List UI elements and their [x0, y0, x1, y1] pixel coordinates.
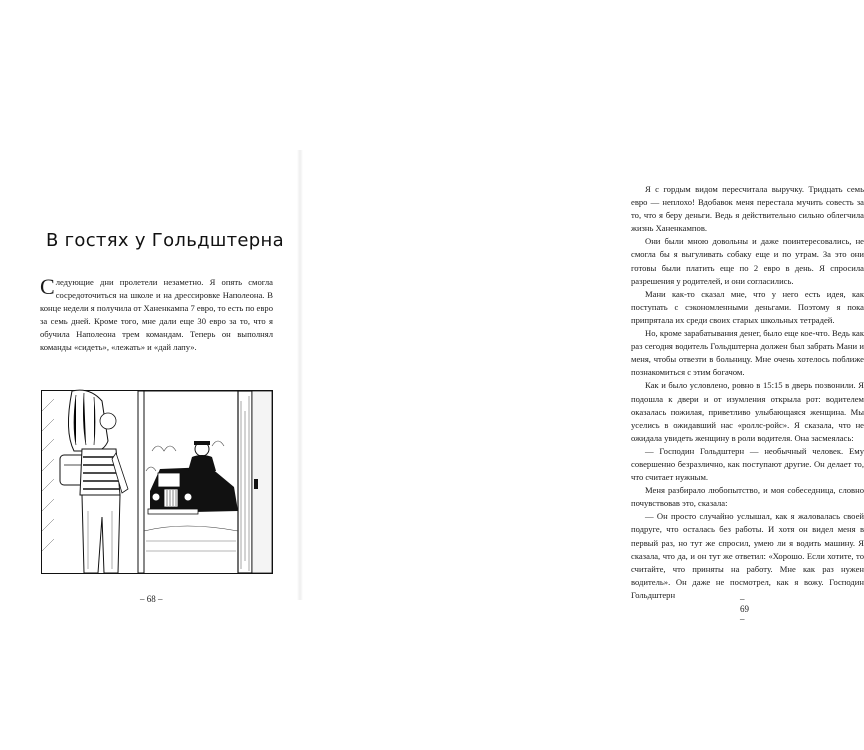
- paragraph-text: ледующие дни пролетели незаметно. Я опять смогла сосредоточиться на школе и на дрессировке Наполеона. В конце недели я получила от Ханенкампа 7 евро, то есть по евро за семь дней. Кроме того, мне дали еще 30 евро за то, что я обучила Наполеона трем командам. Теперь он выполнял команды «сидеть», «лежать» и «дай лапу».: [40, 277, 273, 353]
- paragraph: — Он просто случайно услышал, как я жаловалась своей подруге, что осталась без работы. И хотя он видел меня в первый раз, но тут же спросил, умею ли я водить машину. Я сказала, что да, и он тут же ответил: «Хорошо. Если хотите, то считайте, что приняты на работу. Мне как раз нужен водитель». Он даже не посмотрел, как я вожу. Господин Гольдштерн: [631, 511, 864, 600]
- page-number: – 69 –: [740, 594, 749, 624]
- paragraph: Я с гордым видом пересчитала выручку. Тридцать семь евро — неплохо! Вдобавок меня перестала мучить совесть за то, что я беру деньги. Ведь я действительно сильно облегчила жизнь Ханенкампов.: [631, 184, 864, 234]
- paragraph: Мани как-то сказал мне, что у него есть идея, как поступать с сэкономленными деньгами. Поэтому я пока припрятала их среди своих старых школьных тетрадей.: [631, 288, 864, 325]
- paragraph: Как и было условлено, ровно в 15:15 в дверь позвонили. Я подошла к двери и от изумления открыла рот: водителем оказалась пожилая, приветливо улыбающаяся женщина. Мы уселись в ожидавший нас «роллс-ройс». Я сказала, что не ожидала увидеть женщину в роли водителя. Она засмеялась:: [631, 380, 864, 443]
- illustration-girl-at-door-rolls-royce: [41, 390, 273, 574]
- page-number: – 68 –: [140, 594, 163, 604]
- paragraph: Но, кроме зарабатывания денег, было еще кое-что. Ведь как раз сегодня водитель Гольдштерна должен был забрать Мани и меня, чтобы отвезти в больницу. Мне очень хотелось поближе познакомиться с этим богачом.: [631, 328, 864, 378]
- paragraph: Они были мною довольны и даже поинтересовались, не смогла бы я выгуливать собаку еще и по утрам. За это они готовы были платить еще по 2 евро в день. Я спросила разрешения у родителей, и они согласились.: [631, 236, 864, 286]
- left-page: [0, 0, 300, 750]
- right-page: [300, 0, 864, 750]
- paragraph: — Господин Гольдштерн — необычный человек. Ему совершенно безразлично, как поступают другие. Он делает то, что считает нужным.: [631, 445, 864, 483]
- paragraph: [40, 276, 273, 355]
- right-page-text: [631, 183, 864, 602]
- left-page-text: [40, 276, 273, 355]
- drop-cap: С: [40, 274, 55, 299]
- paragraph: Меня разбирало любопытство, и моя собеседница, словно почувствовав это, сказала:: [631, 485, 864, 509]
- illustration-drawing: [42, 391, 272, 573]
- chapter-title: В гостях у Гольдштерна: [46, 230, 284, 251]
